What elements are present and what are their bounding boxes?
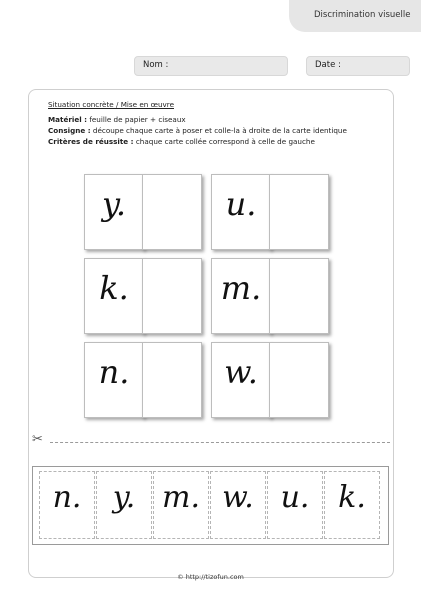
materiel-line	[48, 115, 186, 124]
cutout-letter: u.	[280, 480, 310, 515]
cutout-letter: w.	[222, 480, 254, 515]
date-field[interactable]	[306, 56, 410, 76]
cutout-letter: y.	[112, 480, 136, 515]
cutout-letter: n.	[52, 480, 82, 515]
cutout-strip	[32, 466, 389, 545]
cutout-card[interactable]	[153, 471, 209, 539]
paste-slot[interactable]	[142, 342, 202, 418]
paste-slot[interactable]	[142, 174, 202, 250]
scissors-icon: ✂	[32, 432, 43, 447]
model-letter: m.	[220, 269, 262, 307]
model-letter: y.	[102, 185, 126, 223]
materiel-value: feuille de papier + ciseaux	[89, 115, 186, 124]
paste-slot[interactable]	[269, 174, 329, 250]
criteres-line	[48, 137, 315, 146]
paste-slot[interactable]	[269, 258, 329, 334]
criteres-label: Critères de réussite :	[48, 137, 134, 146]
model-card	[211, 258, 271, 334]
cutout-card[interactable]	[96, 471, 152, 539]
model-card	[211, 174, 271, 250]
situation-heading: Situation concrète / Mise en œuvre	[48, 100, 174, 109]
cutout-card[interactable]	[39, 471, 95, 539]
cutout-card[interactable]	[324, 471, 380, 539]
consigne-line	[48, 126, 347, 135]
header-title: Discrimination visuelle	[314, 10, 411, 20]
consigne-value: découpe chaque carte à poser et colle-la à droite de la carte identique	[92, 126, 347, 135]
model-letter: n.	[98, 353, 130, 391]
footer-copyright: © http://tizofun.com	[177, 573, 244, 581]
model-card	[84, 258, 144, 334]
model-letter: u.	[225, 185, 257, 223]
paste-slot[interactable]	[269, 342, 329, 418]
paste-slot[interactable]	[142, 258, 202, 334]
model-card	[84, 174, 144, 250]
cutout-card[interactable]	[267, 471, 323, 539]
cutout-card[interactable]	[210, 471, 266, 539]
cutout-letter: m.	[162, 480, 200, 515]
model-letter: w.	[224, 353, 258, 391]
name-label: Nom :	[143, 60, 169, 70]
cut-line	[50, 442, 390, 443]
model-card	[84, 342, 144, 418]
materiel-label: Matériel :	[48, 115, 88, 124]
model-letter: k.	[99, 269, 129, 307]
name-field[interactable]	[134, 56, 288, 76]
criteres-value: chaque carte collée correspond à celle de gauche	[135, 137, 315, 146]
cutout-letter: k.	[338, 480, 366, 515]
model-card	[211, 342, 271, 418]
date-label: Date :	[315, 60, 341, 70]
consigne-label: Consigne :	[48, 126, 91, 135]
